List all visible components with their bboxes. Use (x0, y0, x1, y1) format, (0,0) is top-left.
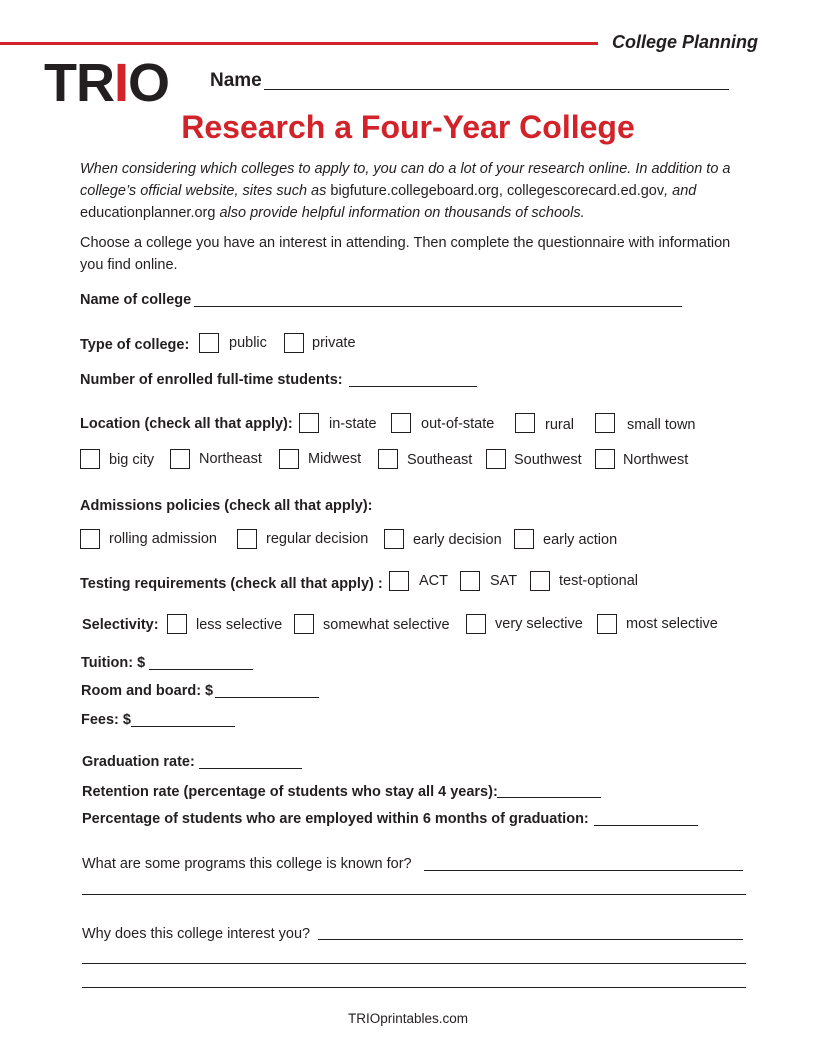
category-label: College Planning (611, 32, 758, 52)
southeast-label: Southeast (407, 452, 473, 468)
instructions: Choose a college you have an interest in attending. Then complete the questionnaire with information you find online. (80, 235, 731, 273)
out-of-state-checkbox[interactable] (391, 413, 411, 433)
intro-text-1: When considering which colleges to apply to, you can do a lot of your research online. In addition to a college’s official website, sites such as (80, 161, 731, 199)
midwest-checkbox[interactable] (279, 449, 299, 469)
somewhat-selective-checkbox[interactable] (294, 614, 314, 634)
less-selective-label: less selective (196, 617, 283, 633)
college-name-field[interactable] (194, 306, 682, 307)
intro-text-3: also provide helpful information on thousands of schools. (215, 205, 585, 221)
act-checkbox[interactable] (389, 571, 409, 591)
rolling-admission-checkbox[interactable] (80, 529, 100, 549)
fees-field[interactable] (131, 726, 235, 727)
early-decision-checkbox[interactable] (384, 529, 404, 549)
programs-field-1[interactable] (424, 870, 743, 871)
small-town-checkbox[interactable] (595, 413, 615, 433)
regular-decision-label: regular decision (266, 531, 369, 547)
enrolled-label: Number of enrolled full-time students: (80, 372, 343, 388)
in-state-checkbox[interactable] (299, 413, 319, 433)
test-optional-checkbox[interactable] (530, 571, 550, 591)
sat-checkbox[interactable] (460, 571, 480, 591)
logo-tr: TR (44, 53, 114, 113)
retention-field[interactable] (497, 797, 601, 798)
midwest-label: Midwest (308, 451, 362, 467)
logo-o: O (128, 53, 170, 113)
site-educationplanner: educationplanner.org (80, 205, 216, 221)
tuition-field[interactable] (149, 669, 253, 670)
graduation-label: Graduation rate: (82, 754, 195, 770)
rolling-admission-label: rolling admission (109, 531, 217, 547)
type-label: Type of college: (80, 337, 190, 353)
northwest-checkbox[interactable] (595, 449, 615, 469)
interest-field-3[interactable] (82, 987, 746, 988)
early-action-label: early action (543, 532, 618, 548)
footer-url: TRIOprintables.com (347, 1011, 469, 1026)
northeast-label: Northeast (199, 451, 262, 467)
tuition-label: Tuition: $ (81, 655, 146, 671)
southeast-checkbox[interactable] (378, 449, 398, 469)
test-optional-label: test-optional (559, 573, 638, 589)
college-name-label: Name of college (80, 292, 192, 308)
interest-field-1[interactable] (318, 939, 743, 940)
enrolled-field[interactable] (349, 386, 477, 387)
act-label: ACT (419, 573, 448, 589)
fees-label: Fees: $ (81, 712, 131, 728)
very-selective-checkbox[interactable] (466, 614, 486, 634)
name-field[interactable] (264, 89, 729, 90)
somewhat-selective-label: somewhat selective (323, 617, 450, 633)
northwest-label: Northwest (623, 452, 689, 468)
graduation-field[interactable] (199, 768, 302, 769)
private-checkbox[interactable] (284, 333, 304, 353)
private-label: private (312, 335, 356, 351)
site-scorecard: collegescorecard.ed.gov (506, 183, 665, 199)
trio-logo (44, 53, 170, 113)
most-selective-label: most selective (626, 616, 718, 632)
interest-field-2[interactable] (82, 963, 746, 964)
out-of-state-label: out-of-state (421, 416, 495, 432)
admissions-label: Admissions policies (check all that apply): (80, 498, 373, 514)
very-selective-label: very selective (495, 616, 583, 632)
most-selective-checkbox[interactable] (597, 614, 617, 634)
less-selective-checkbox[interactable] (167, 614, 187, 634)
big-city-checkbox[interactable] (80, 449, 100, 469)
selectivity-label: Selectivity: (82, 617, 159, 633)
rural-checkbox[interactable] (515, 413, 535, 433)
programs-field-2[interactable] (82, 894, 746, 895)
northeast-checkbox[interactable] (170, 449, 190, 469)
location-label: Location (check all that apply): (80, 416, 293, 432)
small-town-label: small town (627, 417, 696, 433)
early-decision-label: early decision (413, 532, 502, 548)
public-label: public (229, 335, 267, 351)
testing-label: Testing requirements (check all that apply) : (80, 576, 383, 592)
in-state-label: in-state (329, 416, 377, 432)
public-checkbox[interactable] (199, 333, 219, 353)
sat-label: SAT (490, 573, 518, 589)
intro-text-2: , and (664, 183, 697, 199)
retention-label: Retention rate (percentage of students who stay all 4 years): (82, 784, 498, 800)
employed-field[interactable] (594, 825, 698, 826)
header-rule (0, 42, 598, 45)
page-title: Research a Four-Year College (181, 109, 635, 145)
intro-paragraph (80, 158, 740, 224)
site-bigfuture: bigfuture.collegeboard.org (330, 183, 499, 199)
interest-label: Why does this college interest you? (82, 926, 311, 942)
employed-label: Percentage of students who are employed within 6 months of graduation: (82, 811, 589, 827)
logo-i: I (113, 53, 128, 113)
southwest-label: Southwest (514, 452, 582, 468)
name-label: Name (210, 70, 262, 91)
room-board-field[interactable] (215, 697, 319, 698)
regular-decision-checkbox[interactable] (237, 529, 257, 549)
intro-sep: , (498, 183, 507, 199)
big-city-label: big city (109, 452, 155, 468)
programs-label: What are some programs this college is known for? (82, 856, 412, 872)
southwest-checkbox[interactable] (486, 449, 506, 469)
room-board-label: Room and board: $ (81, 683, 214, 699)
early-action-checkbox[interactable] (514, 529, 534, 549)
rural-label: rural (545, 417, 575, 433)
